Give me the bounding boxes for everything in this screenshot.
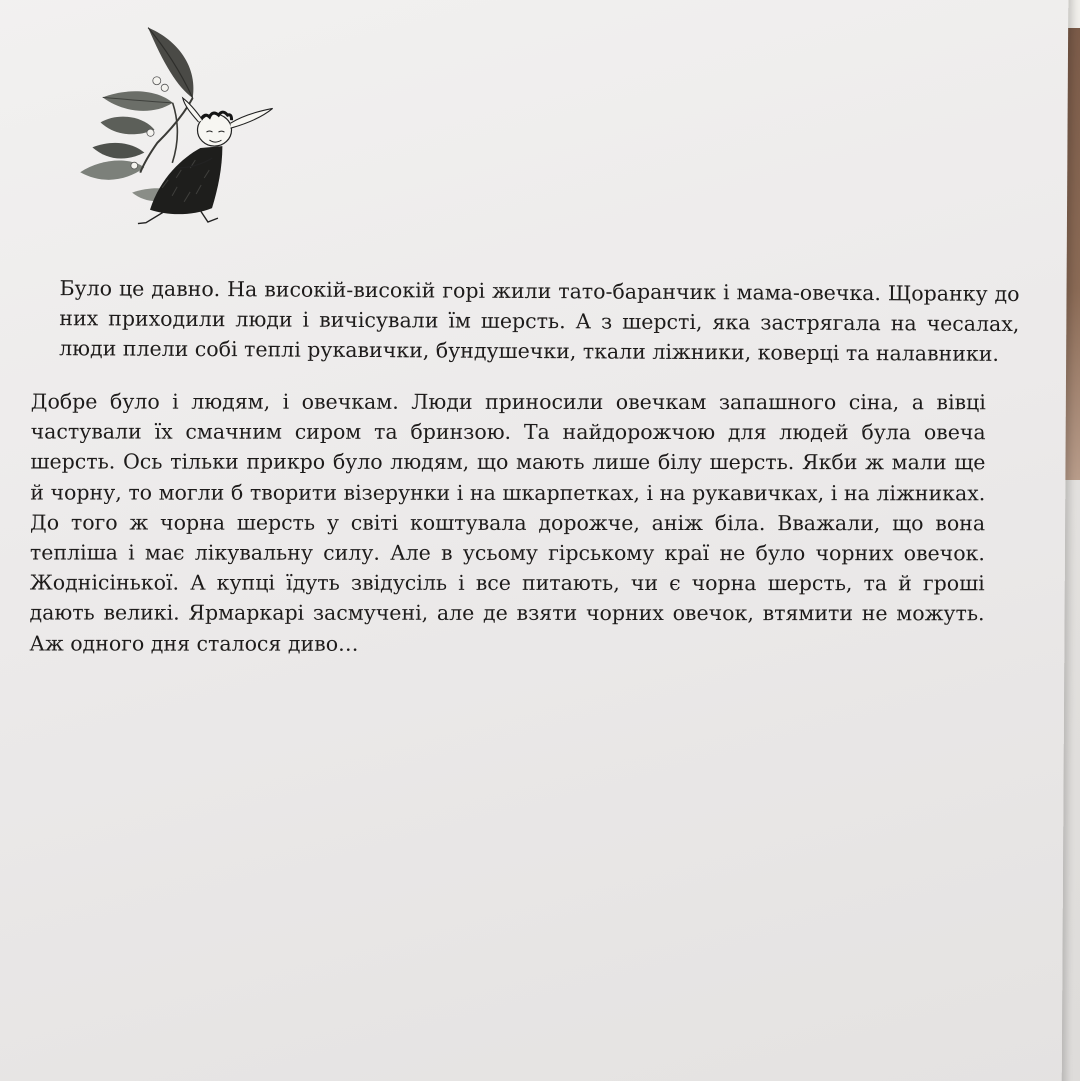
story-paragraph-1: Було це давно. На високій-високій горі жили тато-баранчик і мама-овечка. Щоранку до них приходили люди і вичісували їм шерсть. А з шерсті, яка застрягала на чесалах, люди плели собі теплі рукавички, бундушечки, ткали ліжники, коверці та налавники. [59, 276, 1020, 367]
sheep-with-mistletoe-icon [72, 17, 283, 233]
sheep-figure-icon [138, 98, 273, 225]
story-text-block [29, 273, 1031, 662]
story-paragraph-2: Добре було і людям, і овечкам. Люди приносили овечкам запашного сіна, а вівці частували їх смачним сиром та бринзою. Та найдорожчою для людей була овеча шерсть. Ось тільки прикро було людям, що мають лише білу шерсть. Якби ж мали ще й чорну, то могли б творити візерунки і на шкарпетках, і на рукавичках, і на ліжниках. До того ж чорна шерсть у світі коштувала дорожче, аніж біла. Вважали, що вона тепліша і має лікувальну силу. Але в усьому гірському краї не було чорних овечок. Жоднісінької. А купці їдуть звідусіль і все питають, чи є чорна шерсть, та й гроші дають великі. Ярмаркарі засмучені, але де взяти чорних овечок, втямити не можуть. Аж одного дня сталося диво… [29, 389, 986, 655]
